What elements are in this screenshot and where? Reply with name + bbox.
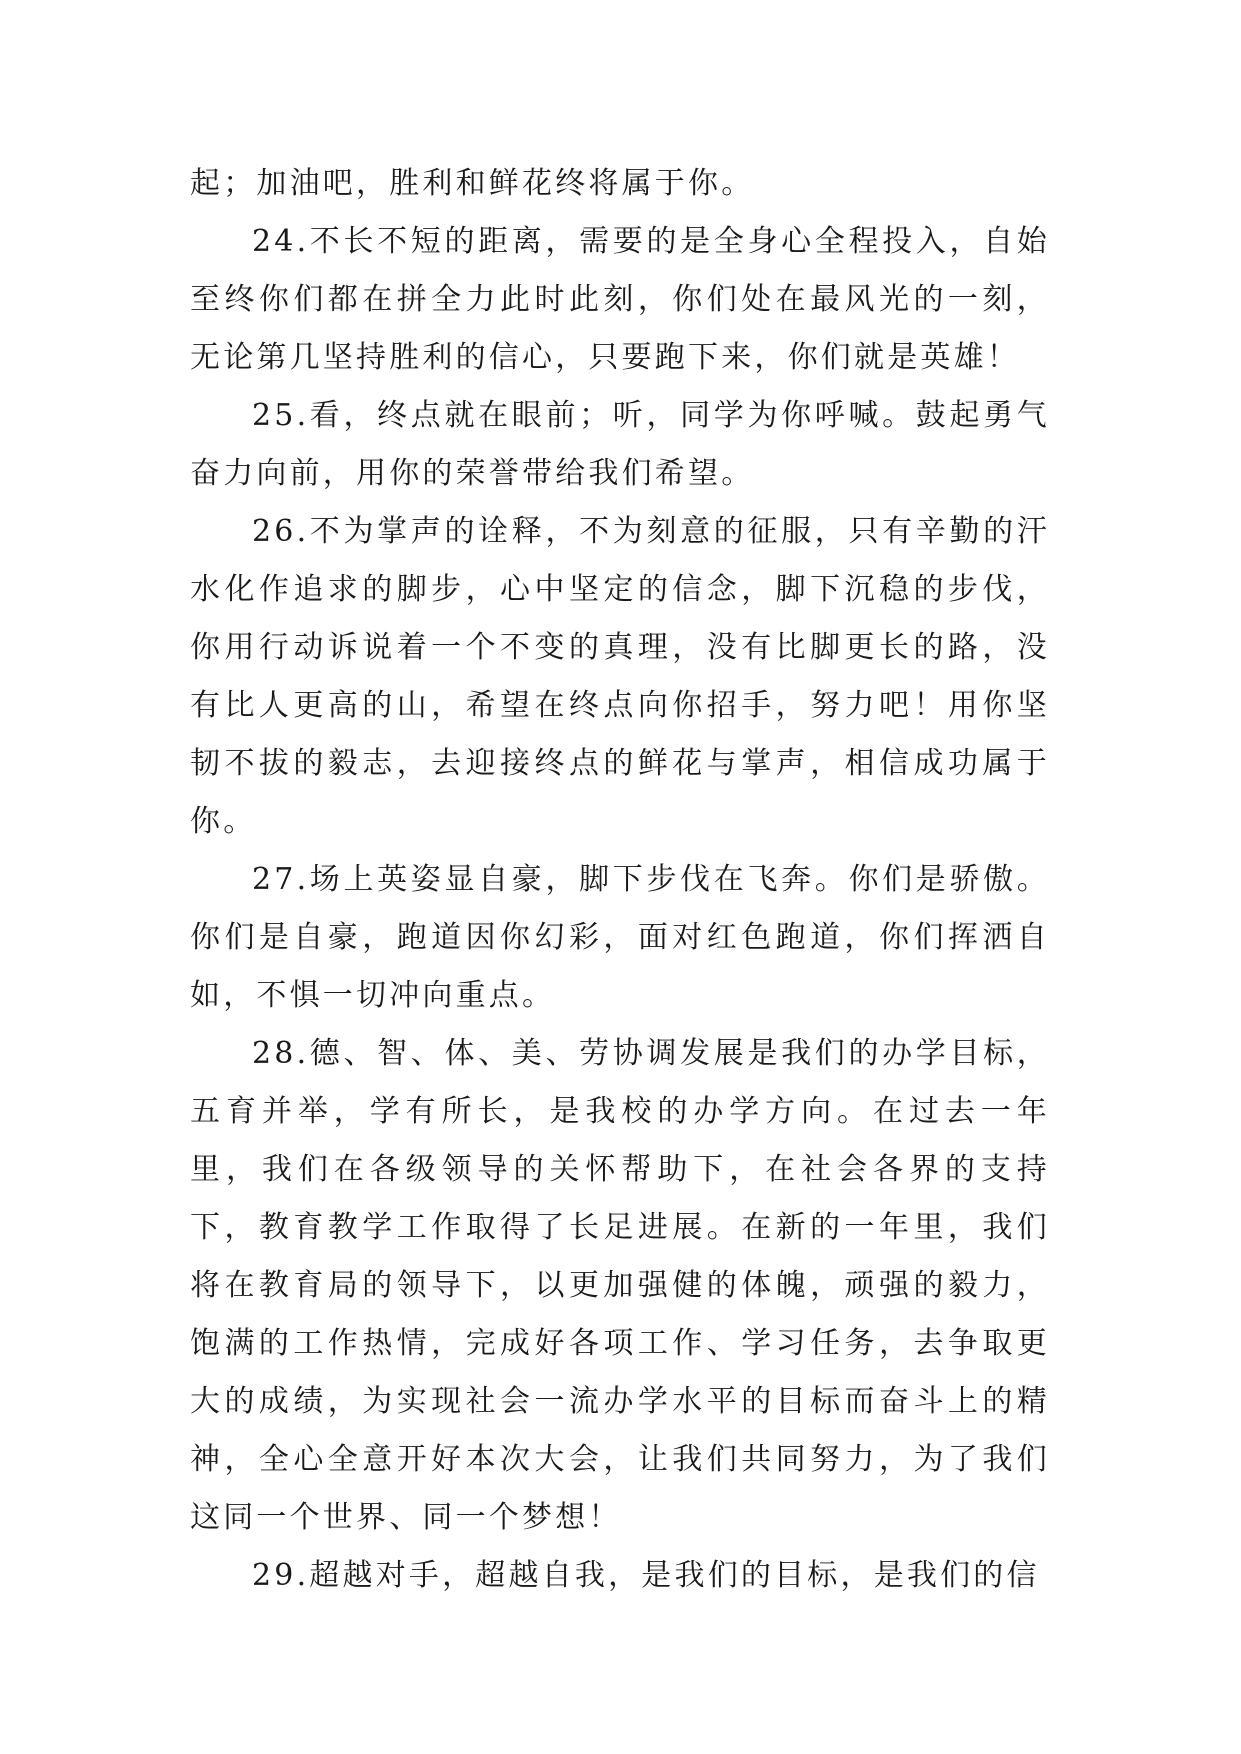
paragraph-item-26: 26.不为掌声的诠释，不为刻意的征服，只有辛勤的汗水化作追求的脚步，心中坚定的信念，脚下沉稳的步伐，你用行动诉说着一个不变的真理，没有比脚更长的路，没有比人更高的山，希望在终点向你招手，努力吧！用你坚韧不拔的毅志，去迎接终点的鲜花与掌声，相信成功属于你。 [190, 514, 1050, 839]
paragraph-item-28: 28.德、智、体、美、劳协调发展是我们的办学目标，五育并举，学有所长，是我校的办学方向。在过去一年里，我们在各级领导的关怀帮助下，在社会各界的支持下，教育教学工作取得了长足进展。在新的一年里，我们将在教育局的领导下，以更加强健的体魄，顽强的毅力，饱满的工作热情，完成好各项工作、学习任务，去争取更大的成绩，为实现社会一流办学水平的目标而奋斗上的精神，全心全意开好本次大会，让我们共同努力，为了我们这同一个世界、同一个梦想！ [190, 1036, 1050, 1535]
paragraph-item-27: 27.场上英姿显自豪，脚下步伐在飞奔。你们是骄傲。你们是自豪，跑道因你幻彩，面对红色跑道，你们挥洒自如，不惧一切冲向重点。 [190, 862, 1050, 1013]
paragraph-item-24: 24.不长不短的距离，需要的是全身心全程投入，自始至终你们都在拼全力此时此刻，你们处在最风光的一刻，无论第几坚持胜利的信心，只要跑下来，你们就是英雄！ [190, 224, 1050, 375]
paragraph-item-25: 25.看，终点就在眼前；听，同学为你呼喊。鼓起勇气奋力向前，用你的荣誉带给我们希望。 [190, 398, 1050, 491]
document-body [190, 155, 1050, 1605]
paragraph-item-29: 29.超越对手，超越自我，是我们的目标，是我们的信 [252, 1558, 1040, 1593]
paragraph-continuation: 起；加油吧，胜利和鲜花终将属于你。 [190, 166, 755, 201]
